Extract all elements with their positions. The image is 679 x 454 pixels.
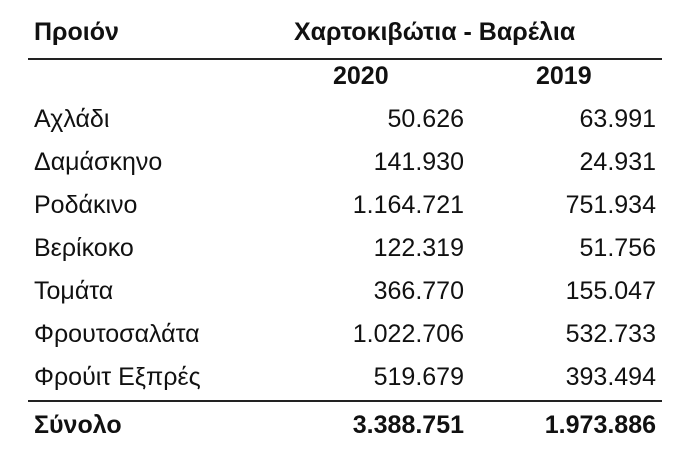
row-value-2019: 51.756 (579, 234, 656, 262)
total-divider (28, 400, 662, 402)
table-row (28, 234, 662, 277)
row-value-2020: 141.930 (373, 148, 464, 176)
row-label: Φρουτοσαλάτα (34, 320, 200, 348)
row-value-2020: 50.626 (387, 105, 464, 133)
row-value-2020: 519.679 (373, 363, 464, 391)
table-row (28, 320, 662, 363)
row-value-2020: 1.164.721 (352, 191, 464, 219)
table-row (28, 105, 662, 148)
row-value-2019: 155.047 (565, 277, 656, 305)
table-row (28, 191, 662, 234)
total-value-2020: 3.388.751 (352, 411, 464, 439)
years-row (28, 62, 662, 105)
table-row (28, 277, 662, 320)
row-value-2020: 366.770 (373, 277, 464, 305)
table-row (28, 148, 662, 191)
table-header-row (28, 18, 662, 58)
row-label: Τομάτα (34, 277, 114, 305)
row-value-2019: 751.934 (565, 191, 656, 219)
row-label: Ροδάκινο (34, 191, 138, 219)
data-rows (28, 105, 662, 406)
row-label: Δαμάσκηνο (34, 148, 163, 176)
row-label: Αχλάδι (34, 105, 110, 133)
product-column-header: Προιόν (34, 18, 119, 46)
row-label: Φρούιτ Εξπρές (34, 363, 201, 391)
row-value-2019: 532.733 (565, 320, 656, 348)
row-value-2019: 24.931 (579, 148, 656, 176)
row-value-2020: 1.022.706 (352, 320, 464, 348)
summary-table (28, 18, 662, 454)
year-2019-header: 2019 (536, 62, 592, 90)
row-value-2019: 393.494 (565, 363, 656, 391)
row-label: Βερίκοκο (34, 234, 134, 262)
group-title: Χαρτοκιβώτια - Βαρέλια (294, 18, 576, 46)
total-row (28, 411, 662, 454)
row-value-2019: 63.991 (579, 105, 656, 133)
year-2020-header: 2020 (333, 62, 389, 90)
header-divider (28, 58, 662, 60)
row-value-2020: 122.319 (373, 234, 464, 262)
total-label: Σύνολο (34, 411, 122, 439)
total-value-2019: 1.973.886 (544, 411, 656, 439)
